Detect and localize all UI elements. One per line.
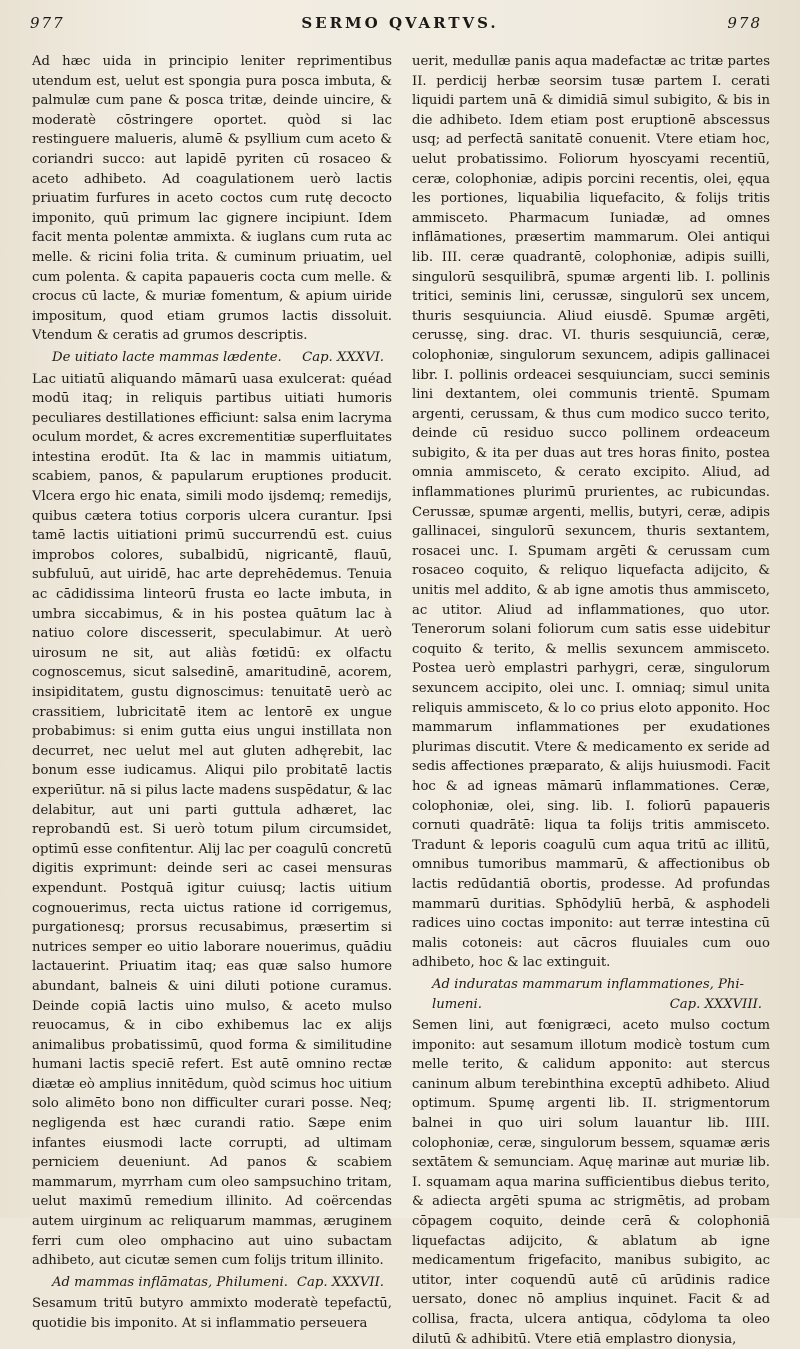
chapter-heading [32, 348, 392, 368]
running-title: SERMO QVARTVS. [301, 14, 499, 32]
paragraph: uerit, medullæ panis aqua madefactæ ac tritæ partes II. perdicij herbæ seorsim tusæ partem I. cerati liquidi partem unā & dimidiā simul subigito, & bis in die adhibeto. Idem etiam post eruptionē abscessus usq; ad perfectā sanitatē conuenit. Vtere etiam hoc, uelut probatissimo. Foliorum hyoscyami recentiū, ceræ, colophoniæ, adipis porcini recentis, olei, ęqua les portiones, liquabilia liquefacito, & folijs tritis ammisceto. Pharmacum Iuniadæ, ad omnes inflāmationes, præsertim mammarum. Olei antiqui lib. III. ceræ quadrantē, colophoniæ, adipis suilli, singulorū sesquilibrā, spumæ argenti lib. I. pollinis tritici, seminis lini, cerussæ, singulorū sex uncem, thuris sesquiuncia. Aliud eiusdē. Spumæ argēti, cerussę, sing. drac. VI. thuris sesquiunciā, ceræ, colophoniæ, singulorum sexuncem, adipis gallinacei libr. I. pollinis ordeacei sesquiunciam, succi seminis lini dextantem, olei communis trientē. Spumam argenti, cerussam, & thus cum modico succo terito, deinde cū residuo succo pollinem ordeaceum subigito, & ita per duas aut tres horas finito, postea omnia ammisceto, & cerato excipito. Aliud, ad inflammationes plurimū prurientes, ac rubicundas. Cerussæ, spumæ argenti, mellis, butyri, ceræ, adipis gallinacei, singulorū sexuncem, thuris sextantem, rosacei unc. I. Spumam argēti & cerussam cum rosaceo coquito, & reliquo liquefacta adijcito, & unitis mel addito, & ab igne amotis thus ammisceto, ac utitor. Aliud ad inflammationes, quo utor. Tenerorum solani foliorum cum satis esse uidebitur coquito & terito, & mellis sexuncem ammisceto. Postea uerò emplastri parhygri, ceræ, singulorum sexuncem accipito, olei unc. I. omniaq; simul unita reliquis ammisceto, & lo co prius eloto apponito. Hoc mammarum inflammationes per exudationes plurimas discutit. Vtere & medicamento ex seride ad sedis affectiones præparato, & alijs huiusmodi. Facit hoc & ad igneas māmarū inflammationes. Ceræ, colophoniæ, olei, sing. lib. I. foliorū papaueris cornuti quadrātē: liqua ta folijs tritis ammisceto. Tradunt & leporis coagulū cum aqua tritū ac illitū, omnibus tumoribus mammarū, & affectionibus ob lactis redūdantiā obortis, prodesse. Ad profundas mammarū duritias. Sphōdyliū herbā, & asphodeli radices uino coctas imponito: aut terræ intestina cū malis cotoneis: aut cācros fluuiales cum ouo adhibeto, hoc & lac extinguit. [412, 54, 770, 971]
chapter-title: Ad mammas inflāmatas, Philumeni. [52, 1274, 288, 1290]
page-header [0, 14, 800, 38]
left-column [32, 52, 392, 1331]
chapter-heading [412, 975, 770, 1014]
chapter-title: De uitiato lacte mammas lædente. [52, 349, 282, 365]
chapter-number: Cap. XXXVI. [302, 349, 384, 365]
paragraph: Ad hæc uida in principio leniter reprimentibus utendum est, uelut est spongia pura posca imbuta, & palmulæ cum pane & posca tritæ, deinde uincire, & moderatè cōstringere oportet. quòd si lac restinguere malueris, alumē & psyllium cum aceto & coriandri succo: aut lapidē pyriten cū rosaceo & aceto adhibeto. Ad coagulationem uerò lactis priuatim furfures in aceto coctos cum rutę decocto imponito, quū primum lac gignere incipiunt. Idem facit menta polentæ ammixta. & iuglans cum ruta ac melle. & ricini folia trita. & cuminum priuatim, uel cum polenta. & capita papaueris cocta cum melle. & crocus cū lacte, & muriæ fomentum, & apium uiride impositum, quod etiam grumos lactis dissoluit. Vtendum & ceratis ad grumos descriptis. [32, 54, 392, 344]
chapter-title-continued: lumeni. [432, 996, 482, 1012]
chapter-number: Cap. XXXVIII. [669, 996, 762, 1012]
paragraph: Semen lini, aut fœnigræci, aceto mulso coctum imponito: aut sesamum illotum modicè tostum cum melle terito, & calidum apponito: aut stercus caninum album terebinthina exceptū adhibeto. Aliud optimum. Spumę argenti lib. II. strigmentorum balnei in quo uiri solum lauantur lib. IIII. colophoniæ, ceræ, singulorum bessem, squamæ æris sextātem & semunciam. Aquę marinæ aut muriæ lib. I. squamam aqua marina sufficientibus diebus terito, & adiecta argēti spuma ac strigmētis, ad probam cōpagem coquito, deinde cerā & colophoniā liquefactas adijcito, & ablatum ab igne medicamentum frigefacito, manibus subigito, ac utitor, inter coquendū autē cū arūdinis radice uersato, donec nō amplius inquinet. Facit & ad collisa, fracta, ulcera antiqua, cōdyloma ta oleo dilutū & adhibitū. Vtere etiā emplastro dionysia, [412, 1018, 770, 1347]
chapter-number: Cap. XXXVII. [296, 1274, 384, 1290]
chapter-heading [32, 1273, 392, 1293]
paragraph: Lac uitiatū aliquando māmarū uasa exulcerat: quéad modū itaq; in reliquis partibus uitiati humoris peculiares destillationes efficiunt: salsa enim lacryma oculum mordet, & acres excrementitiæ superfluitates intestina erodūt. Ita & lac in mammis uitiatum, scabiem, panos, & papularum eruptiones producit. Vlcera ergo hic enata, simili modo ijsdemq; remedijs, quibus cætera totius corporis ulcera curantur. Ipsi tamē lactis uitiationi primū succurrendū est. cuius improbos colores, subalbidū, nigricantē, flauū, subfuluū, aut uiridē, hac arte deprehēdemus. Tenuia ac cādidissima linteorū frusta eo lacte imbuta, in umbra siccabimus, & in his postea quātum lac à natiuo colore discesserit, speculabimur. At uerò uirosum ne sit, aut aliàs fœtidū: ex olfactu cognoscemus, sicut salsedinē, amaritudinē, acorem, insipiditatem, gustu dignoscimus: tenuitatē uerò ac crassitiem, lubricitatē item ac lentorē ex ungue probabimus: si enim gutta eius ungui instillata non decurret, nec uelut mel aut gluten adhęrebit, lac bonum esse iudicamus. Aliqui pilo probitatē lactis experiūtur. nā si pilus lacte madens suspēdatur, & lac delabitur, aut uni parti guttula adhæret, lac reprobandū est. Si uerò totum pilum circumsidet, optimū esse confitentur. Alij lac per coagulū concretū digitis exprimunt: deinde seri ac casei mensuras expendunt. Postquā igitur cuiusq; lactis uitium cognouerimus, recta uictus ratione id corrigemus, purgationesq; prorsus recusabimus, præsertim si nutrices semper eo uitio laborare nouerimus, quādiu lactauerint. Priuatim itaq; eas quæ salso humore abundant, balneis & uini diluti potione curamus. Deinde copiā lactis uino mulso, & aceto mulso reuocamus, & in cibo exhibemus lac ex alijs animalibus probatissimū, quod forma & similitudine humani lactis speciē refert. Est autē omnino rectæ diætæ eò amplius innitēdum, quòd scimus hoc uitium solo alimēto bono non difficulter curari posse. Neq; negligenda est hæc curandi ratio. Sæpe enim infantes eiusmodi lacte corrupti, ad ultimam perniciem deueniunt. Ad panos & scabiem mammarum, myrrham cum oleo sampsuchino tritam, uelut maximū remedium illinito. Ad coërcendas autem uirginum ac reliquarum mammas, æruginem ferri cum oleo omphacino aut uino subactam adhibeto, aut cicutæ semen cum folijs tritum illinito. [32, 371, 392, 1269]
page-number-right: 978 [727, 14, 762, 32]
paragraph: Sesamum tritū butyro ammixto moderatè tepefactū, quotidie bis imponito. At si inflammatio perseuera [32, 1296, 392, 1331]
chapter-title: Ad induratas mammarum inflammationes, Phi- [432, 976, 745, 992]
page-number-left: 977 [30, 14, 65, 32]
right-column [412, 52, 770, 1347]
